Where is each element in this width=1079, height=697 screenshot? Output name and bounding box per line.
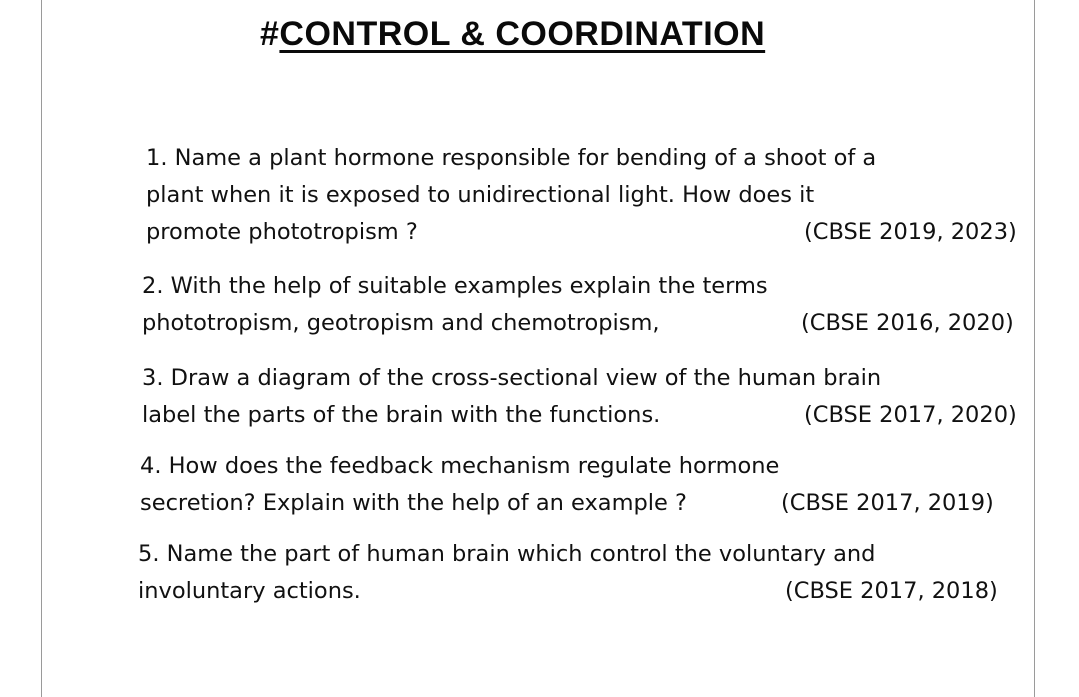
- question-line: secretion? Explain with the help of an example ?: [140, 490, 687, 516]
- question-last-line: [142, 397, 1017, 434]
- question-line: label the parts of the brain with the functions.: [142, 402, 661, 428]
- exam-reference: (CBSE 2017, 2018): [785, 578, 998, 604]
- exam-reference: (CBSE 2017, 2019): [781, 490, 994, 516]
- exam-reference: (CBSE 2017, 2020): [804, 402, 1017, 428]
- question-5: [138, 536, 998, 610]
- question-line: phototropism, geotropism and chemotropism,: [142, 310, 660, 336]
- question-line: 2. With the help of suitable examples explain the terms: [142, 273, 768, 299]
- exam-reference: (CBSE 2019, 2023): [804, 219, 1017, 245]
- question-last-line: [138, 573, 998, 610]
- question-4: [140, 448, 994, 522]
- document-page: [41, 0, 1035, 697]
- question-last-line: [140, 485, 994, 522]
- question-line: involuntary actions.: [138, 578, 361, 604]
- question-line: 5. Name the part of human brain which control the voluntary and: [138, 541, 876, 567]
- title-text: CONTROL & COORDINATION: [279, 15, 766, 53]
- question-1: [146, 140, 1017, 251]
- question-3: [142, 360, 1017, 434]
- question-line: 3. Draw a diagram of the cross-sectional view of the human brain: [142, 365, 882, 391]
- question-line: 1. Name a plant hormone responsible for bending of a shoot of a: [146, 145, 877, 171]
- question-line: plant when it is exposed to unidirectional light. How does it: [146, 182, 815, 208]
- question-last-line: [142, 305, 1014, 342]
- exam-reference: (CBSE 2016, 2020): [801, 310, 1014, 336]
- question-line: 4. How does the feedback mechanism regulate hormone: [140, 453, 780, 479]
- page-title: [260, 14, 765, 54]
- question-2: [142, 268, 1014, 342]
- title-prefix: #: [260, 15, 280, 53]
- question-last-line: [146, 214, 1017, 251]
- question-line: promote phototropism ?: [146, 219, 418, 245]
